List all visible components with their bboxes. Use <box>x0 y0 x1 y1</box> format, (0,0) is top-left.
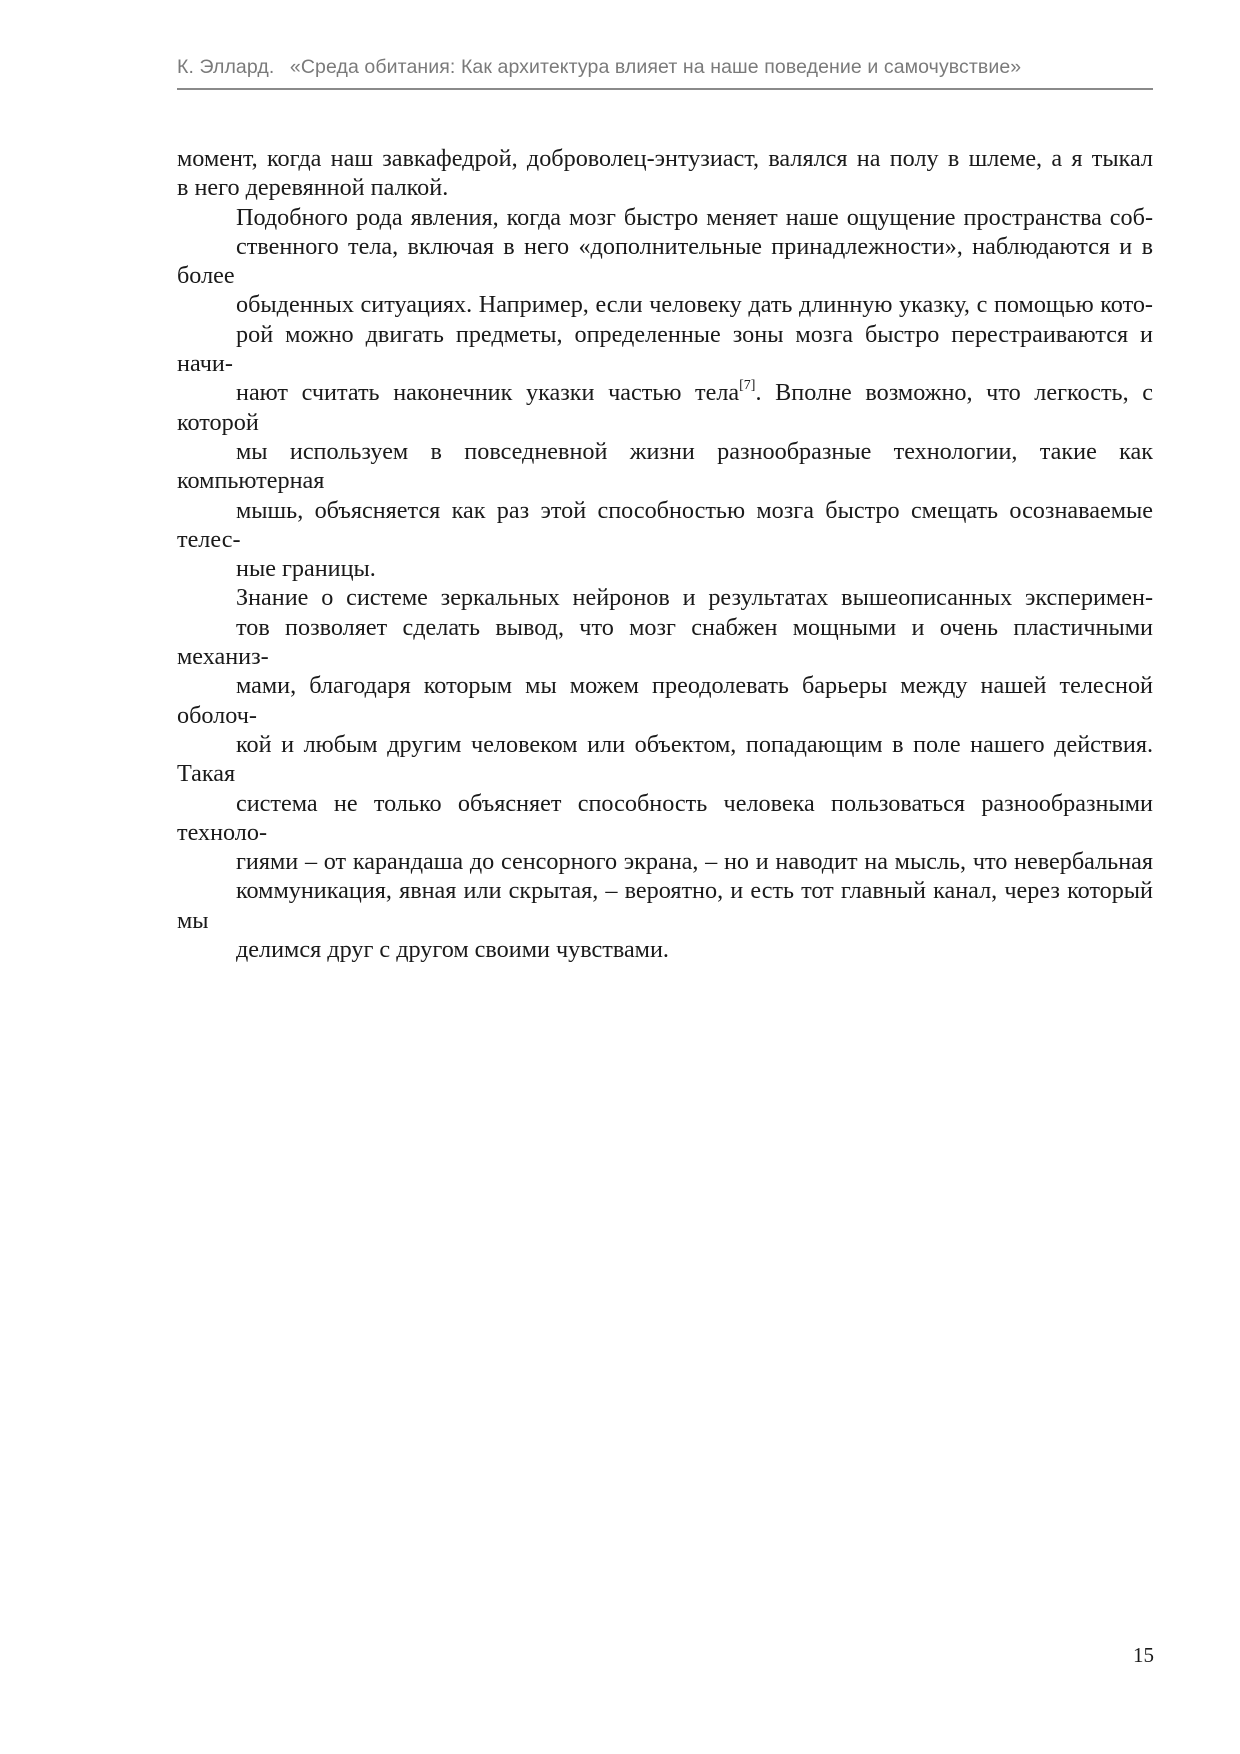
text-line: в него деревянной палкой. <box>177 174 449 202</box>
text-line: Подобного рода явления, когда мозг быстро меняет наше ощущение пространства соб- <box>236 203 1153 231</box>
paragraph-2 <box>177 203 1153 584</box>
text-line: делимся друг с другом своими чувствами. <box>236 936 669 964</box>
header-divider <box>177 88 1153 90</box>
text-line: мами, благодаря которым мы можем преодолевать барьеры между нашей телесной оболоч- <box>177 672 1153 729</box>
text-fragment: . Вполне возможно, что легкость, с которой <box>177 379 1153 436</box>
paragraph-1 <box>177 144 1153 203</box>
footnote-reference[interactable]: [7] <box>739 378 756 394</box>
paragraph-3 <box>177 583 1153 964</box>
text-line: Знание о системе зеркальных нейронов и результатах вышеописанных эксперимен- <box>236 584 1153 612</box>
text-line: гиями – от карандаша до сенсорного экрана, – но и наводит на мысль, что невербальная <box>236 848 1153 876</box>
text-line: ные границы. <box>236 555 376 583</box>
header-book-title: «Среда обитания: Как архитектура влияет на наше поведение и самочувствие» <box>289 56 1022 78</box>
text-line: система не только объясняет способность человека пользоваться разнообразными техноло- <box>177 789 1153 846</box>
text-line: тов позволяет сделать вывод, что мозг снабжен мощными и очень пластичными механиз- <box>177 613 1153 671</box>
text-line: обыденных ситуациях. Например, если человеку дать длинную указку, с помощью кото- <box>236 291 1153 319</box>
text-line: ственного тела, включая в него «дополнительные принадлежности», наблюдаются и в более <box>177 232 1153 290</box>
running-header <box>177 56 1152 79</box>
text-line: коммуникация, явная или скрытая, – вероятно, и есть тот главный канал, через который мы <box>177 877 1153 934</box>
text-line: мы используем в повседневной жизни разнообразные технологии, такие как компьютерная <box>177 437 1153 495</box>
text-line: кой и любым другим человеком или объектом, попадающим в поле нашего действия. Такая <box>177 730 1153 788</box>
text-line: рой можно двигать предметы, определенные зоны мозга быстро перестраиваются и начи- <box>177 320 1153 378</box>
body-text <box>177 144 1153 964</box>
text-fragment: нают считать наконечник указки частью тела <box>236 379 740 407</box>
text-line: момент, когда наш завкафедрой, доброволец-энтузиаст, валялся на полу в шлеме, а я тыкал <box>177 145 1153 172</box>
page-number: 15 <box>1133 1643 1154 1667</box>
text-line: мышь, объясняется как раз этой способностью мозга быстро смещать осознаваемые телес- <box>177 496 1153 553</box>
header-author: К. Эллард. <box>177 56 275 78</box>
text-line-with-footnote <box>177 378 1153 437</box>
